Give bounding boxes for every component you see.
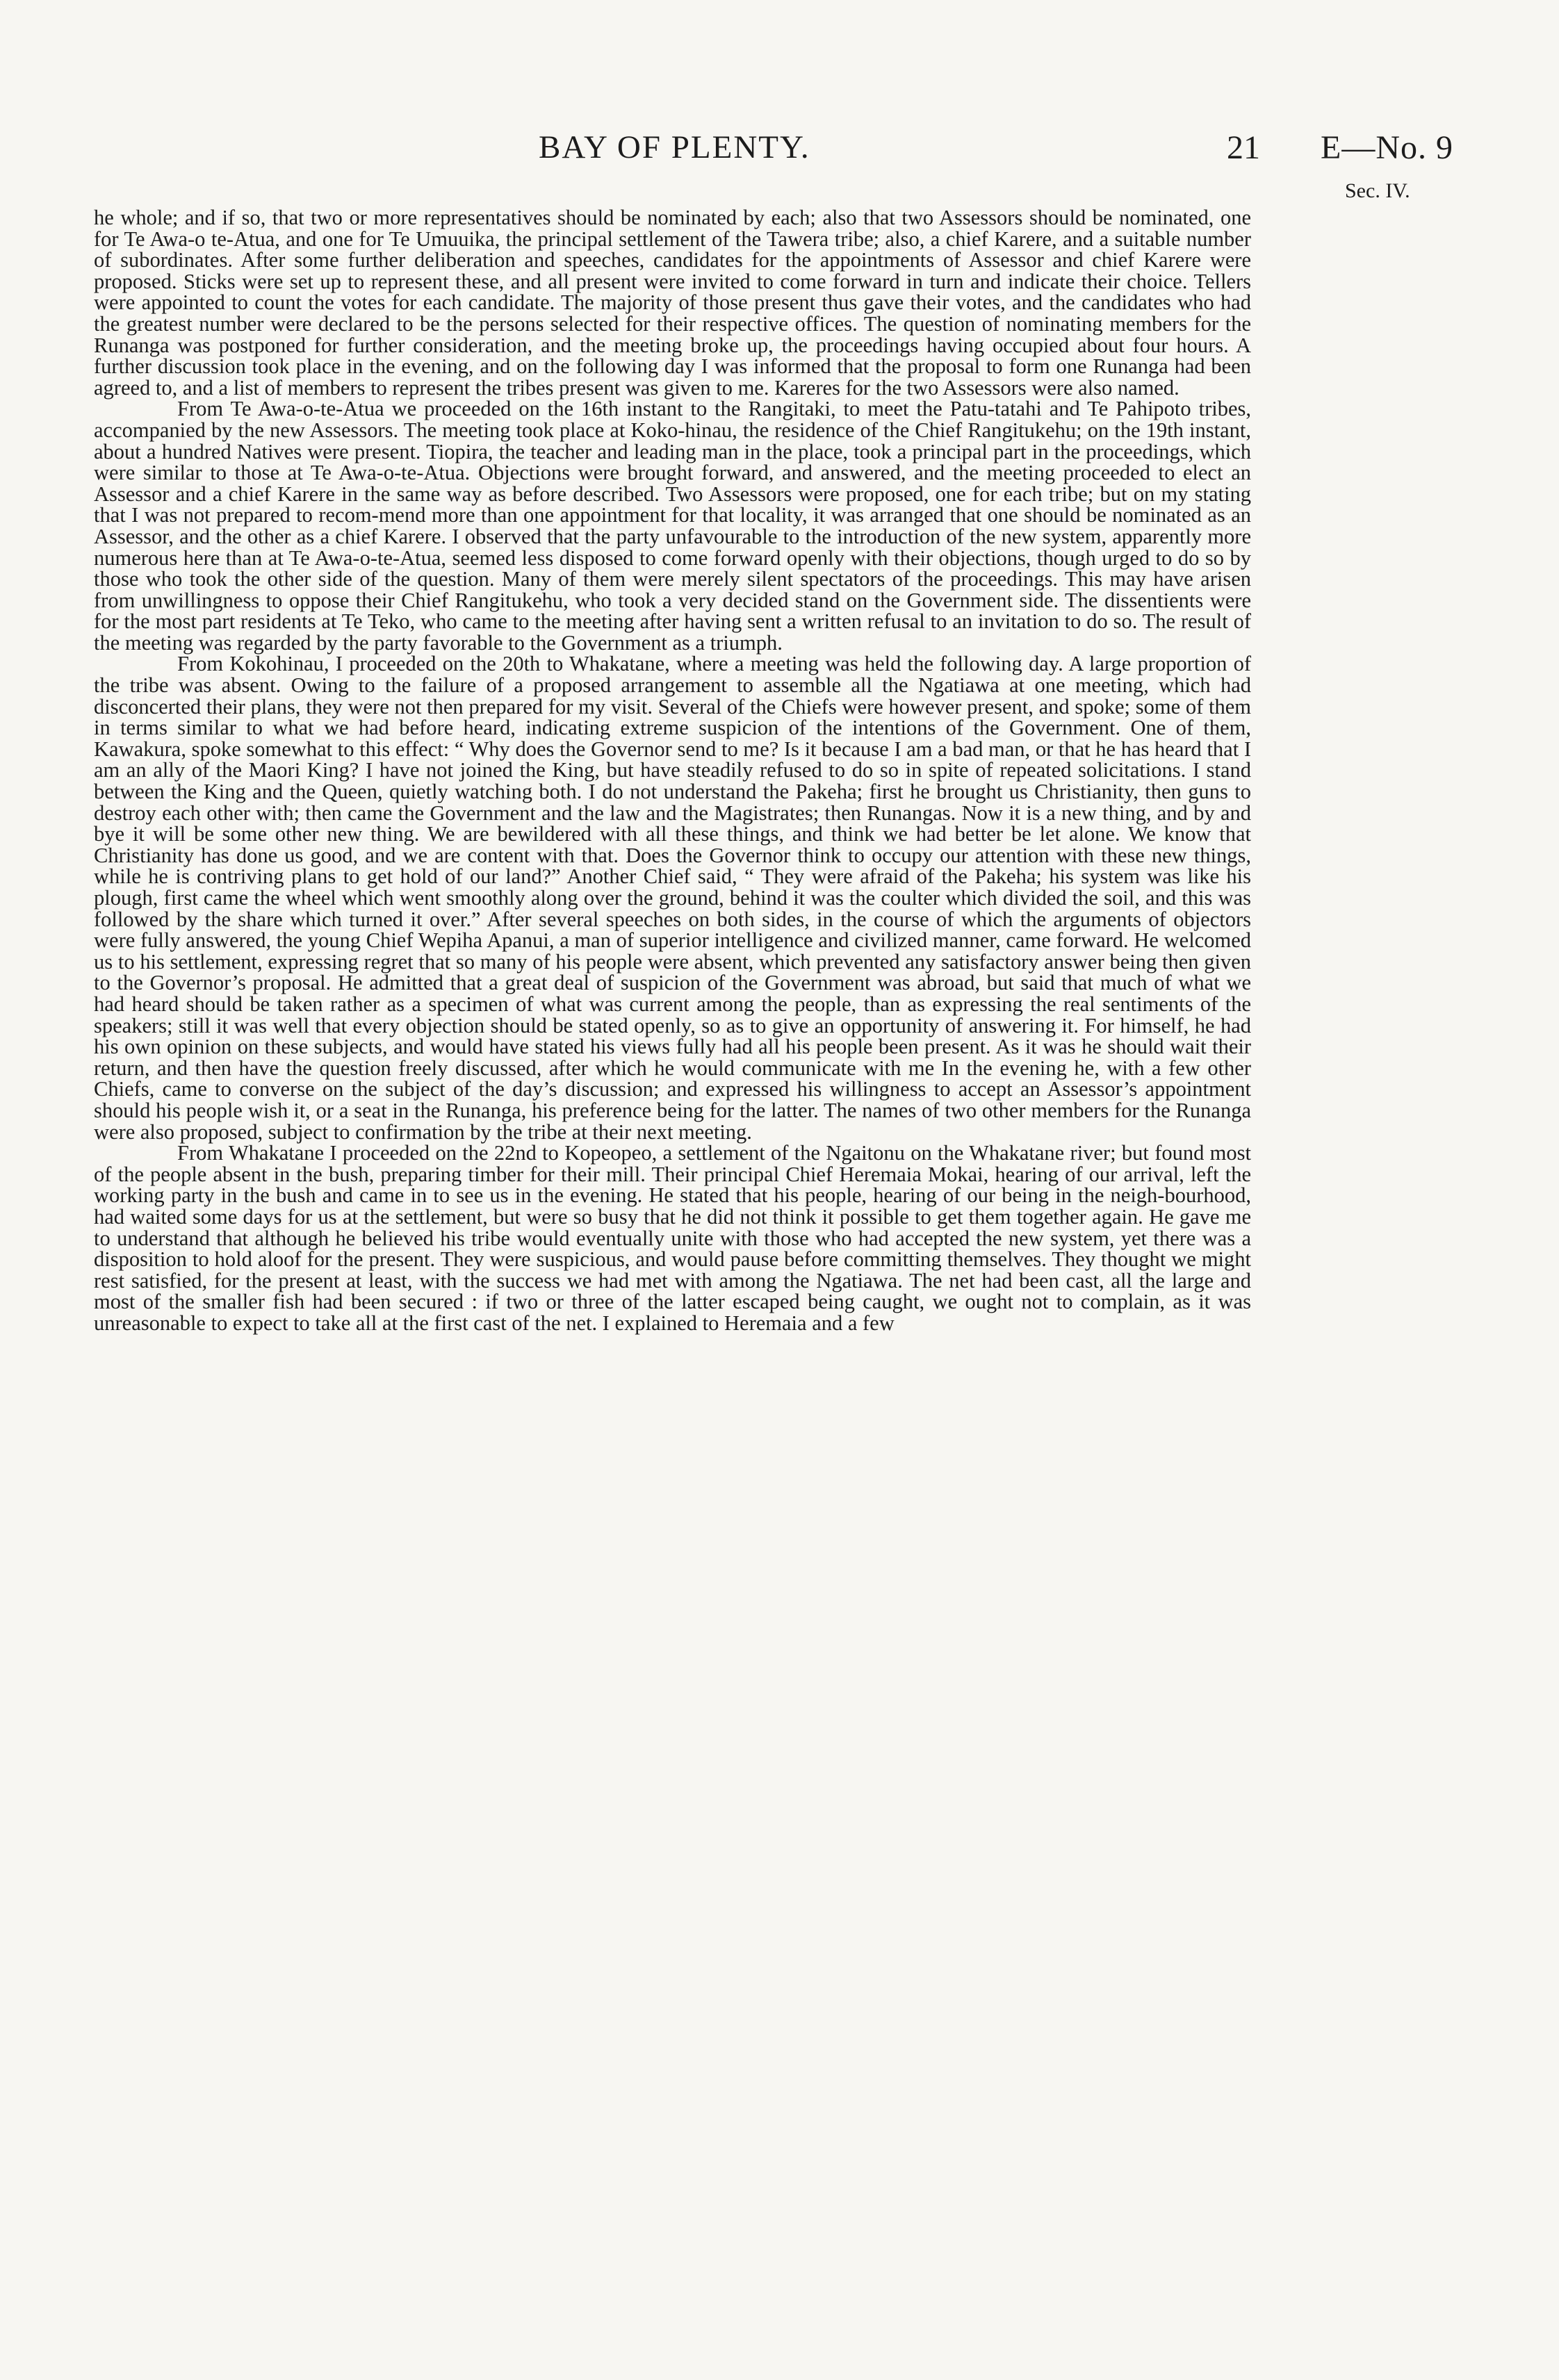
page-header — [0, 129, 1559, 177]
body-text — [94, 207, 1251, 1333]
section-reference: Sec. IV. — [1345, 179, 1410, 202]
paragraph: From Whakatane I proceeded on the 22nd to Kopeopeo, a settlement of the Ngaitonu on the Whakatane river; but found most of the people absent in the bush, preparing timber for their mill. Their principal Chief Heremaia Mokai, hearing of our arrival, left the working party in the bush and came in to see us in the evening. He stated that his people, hearing of our being in the neigh-bourhood, had waited some days for us at the settlement, but were so busy that he did not think it possible to get them together again. He gave me to understand that although he believed his tribe would eventually unite with those who had accepted the new system, yet there was a disposition to hold aloof for the present. They were suspicious, and would pause before committing themselves. They thought we might rest satisfied, for the present at least, with the success we had met with among the Ngatiawa. The net had been cast, all the large and most of the smaller fish had been secured : if two or three of the latter escaped being caught, we ought not to complain, as it was unreasonable to expect to take all at the first cast of the net. I explained to Heremaia and a few — [94, 1141, 1251, 1335]
document-reference: E—No. 9 — [1321, 129, 1453, 166]
page-number: 21 — [1227, 129, 1260, 166]
paragraph: From Kokohinau, I proceeded on the 20th to Whakatane, where a meeting was held the following day. A large proportion of the tribe was absent. Owing to the failure of a proposed arrangement to assemble all the Ngatiawa at one meeting, which had disconcerted their plans, they were not then prepared for my visit. Several of the Chiefs were however present, and spoke; some of them in terms similar to what we had before heard, indicating extreme suspicion of the intentions of the Government. One of them, Kawakura, spoke somewhat to this effect: “ Why does the Governor send to me? Is it because I am a bad man, or that he has heard that I am an ally of the Maori King? I have not joined the King, but have steadily refused to do so in spite of repeated solicitations. I stand between the King and the Queen, quietly watching both. I do not understand the Pakeha; first he brought us Christianity, then guns to destroy each other with; then came the Government and the law and the Magistrates; then Runangas. Now it is a new thing, and by and bye it will be some other new thing. We are bewildered with all these things, and think we had better be let alone. We know that Christianity has done us good, and we are content with that. Does the Governor think to occupy our attention with these new things, while he is contriving plans to get hold of our land?” Another Chief said, “ They were afraid of the Pakeha; his system was like his plough, first came the wheel which went smoothly along over the ground, behind it was the coulter which divided the soil, and this was followed by the share which turned it over.” After several speeches on both sides, in the course of which the arguments of objectors were fully answered, the young Chief Wepiha Apanui, a man of superior intelligence and civilized manner, came forward. He welcomed us to his settlement, expressing regret that so many of his people were absent, which prevented any satisfactory answer being then given to the Governor’s proposal. He admitted that a great deal of suspicion of the Government was abroad, but said that much of what we had heard should be taken rather as a specimen of what was current among the people, than as expressing the real sentiments of the speakers; still it was well that every objection should be stated openly, so as to give an opportunity of answering it. For himself, he had his own opinion on these subjects, and would have stated his views fully had all his people been present. As it was he should wait their return, and then have the question freely discussed, after which he would communicate with me In the evening he, with a few other Chiefs, came to converse on the subject of the day’s discussion; and expressed his willingness to accept an Assessor’s appointment should his people wish it, or a seat in the Runanga, his preference being for the latter. The names of two other members for the Runanga were also proposed, subject to confirmation by the tribe at their next meeting. — [94, 652, 1251, 1144]
running-title: BAY OF PLENTY. — [539, 129, 810, 165]
paragraph: From Te Awa-o-te-Atua we proceeded on the 16th instant to the Rangitaki, to meet the Patu-tatahi and Te Pahipoto tribes, accompanied by the new Assessors. The meeting took place at Koko-hinau, the residence of the Chief Rangitukehu; on the 19th instant, about a hundred Natives were present. Tiopira, the teacher and leading man in the place, took a principal part in the proceedings, which were similar to those at Te Awa-o-te-Atua. Objections were brought forward, and answered, and the meeting proceeded to elect an Assessor and a chief Karere in the same way as before described. Two Assessors were proposed, one for each tribe; but on my stating that I was not prepared to recom-mend more than one appointment for that locality, it was arranged that one should be nominated as an Assessor, and the other as a chief Karere. I observed that the party unfavourable to the introduction of the new system, apparently more numerous here than at Te Awa-o-te-Atua, seemed less disposed to come forward openly with their objections, though urged to do so by those who took the other side of the question. Many of them were merely silent spectators of the proceedings. This may have arisen from unwillingness to oppose their Chief Rangitukehu, who took a very decided stand on the Government side. The dissentients were for the most part residents at Te Teko, who came to the meeting after having sent a written refusal to an invitation to do so. The result of the meeting was regarded by the party favorable to the Government as a triumph. — [94, 397, 1251, 655]
paragraph: he whole; and if so, that two or more representatives should be nominated by each; also that two Assessors should be nominated, one for Te Awa-o te-Atua, and one for Te Umuuika, the principal settlement of the Tawera tribe; also, a chief Karere, and a suitable number of subordinates. After some further deliberation and speeches, candidates for the appointments of Assessor and chief Karere were proposed. Sticks were set up to represent these, and all present were invited to come forward in turn and indicate their choice. Tellers were appointed to count the votes for each candidate. The majority of those present thus gave their votes, and the candidates who had the greatest number were declared to be the persons selected for their respective offices. The question of nominating members for the Runanga was postponed for further consideration, and the meeting broke up, the proceedings having occupied about four hours. A further discussion took place in the evening, and on the following day I was informed that the proposal to form one Runanga had been agreed to, and a list of members to represent the tribes present was given to me. Kareres for the two Assessors were also named. — [94, 206, 1251, 400]
